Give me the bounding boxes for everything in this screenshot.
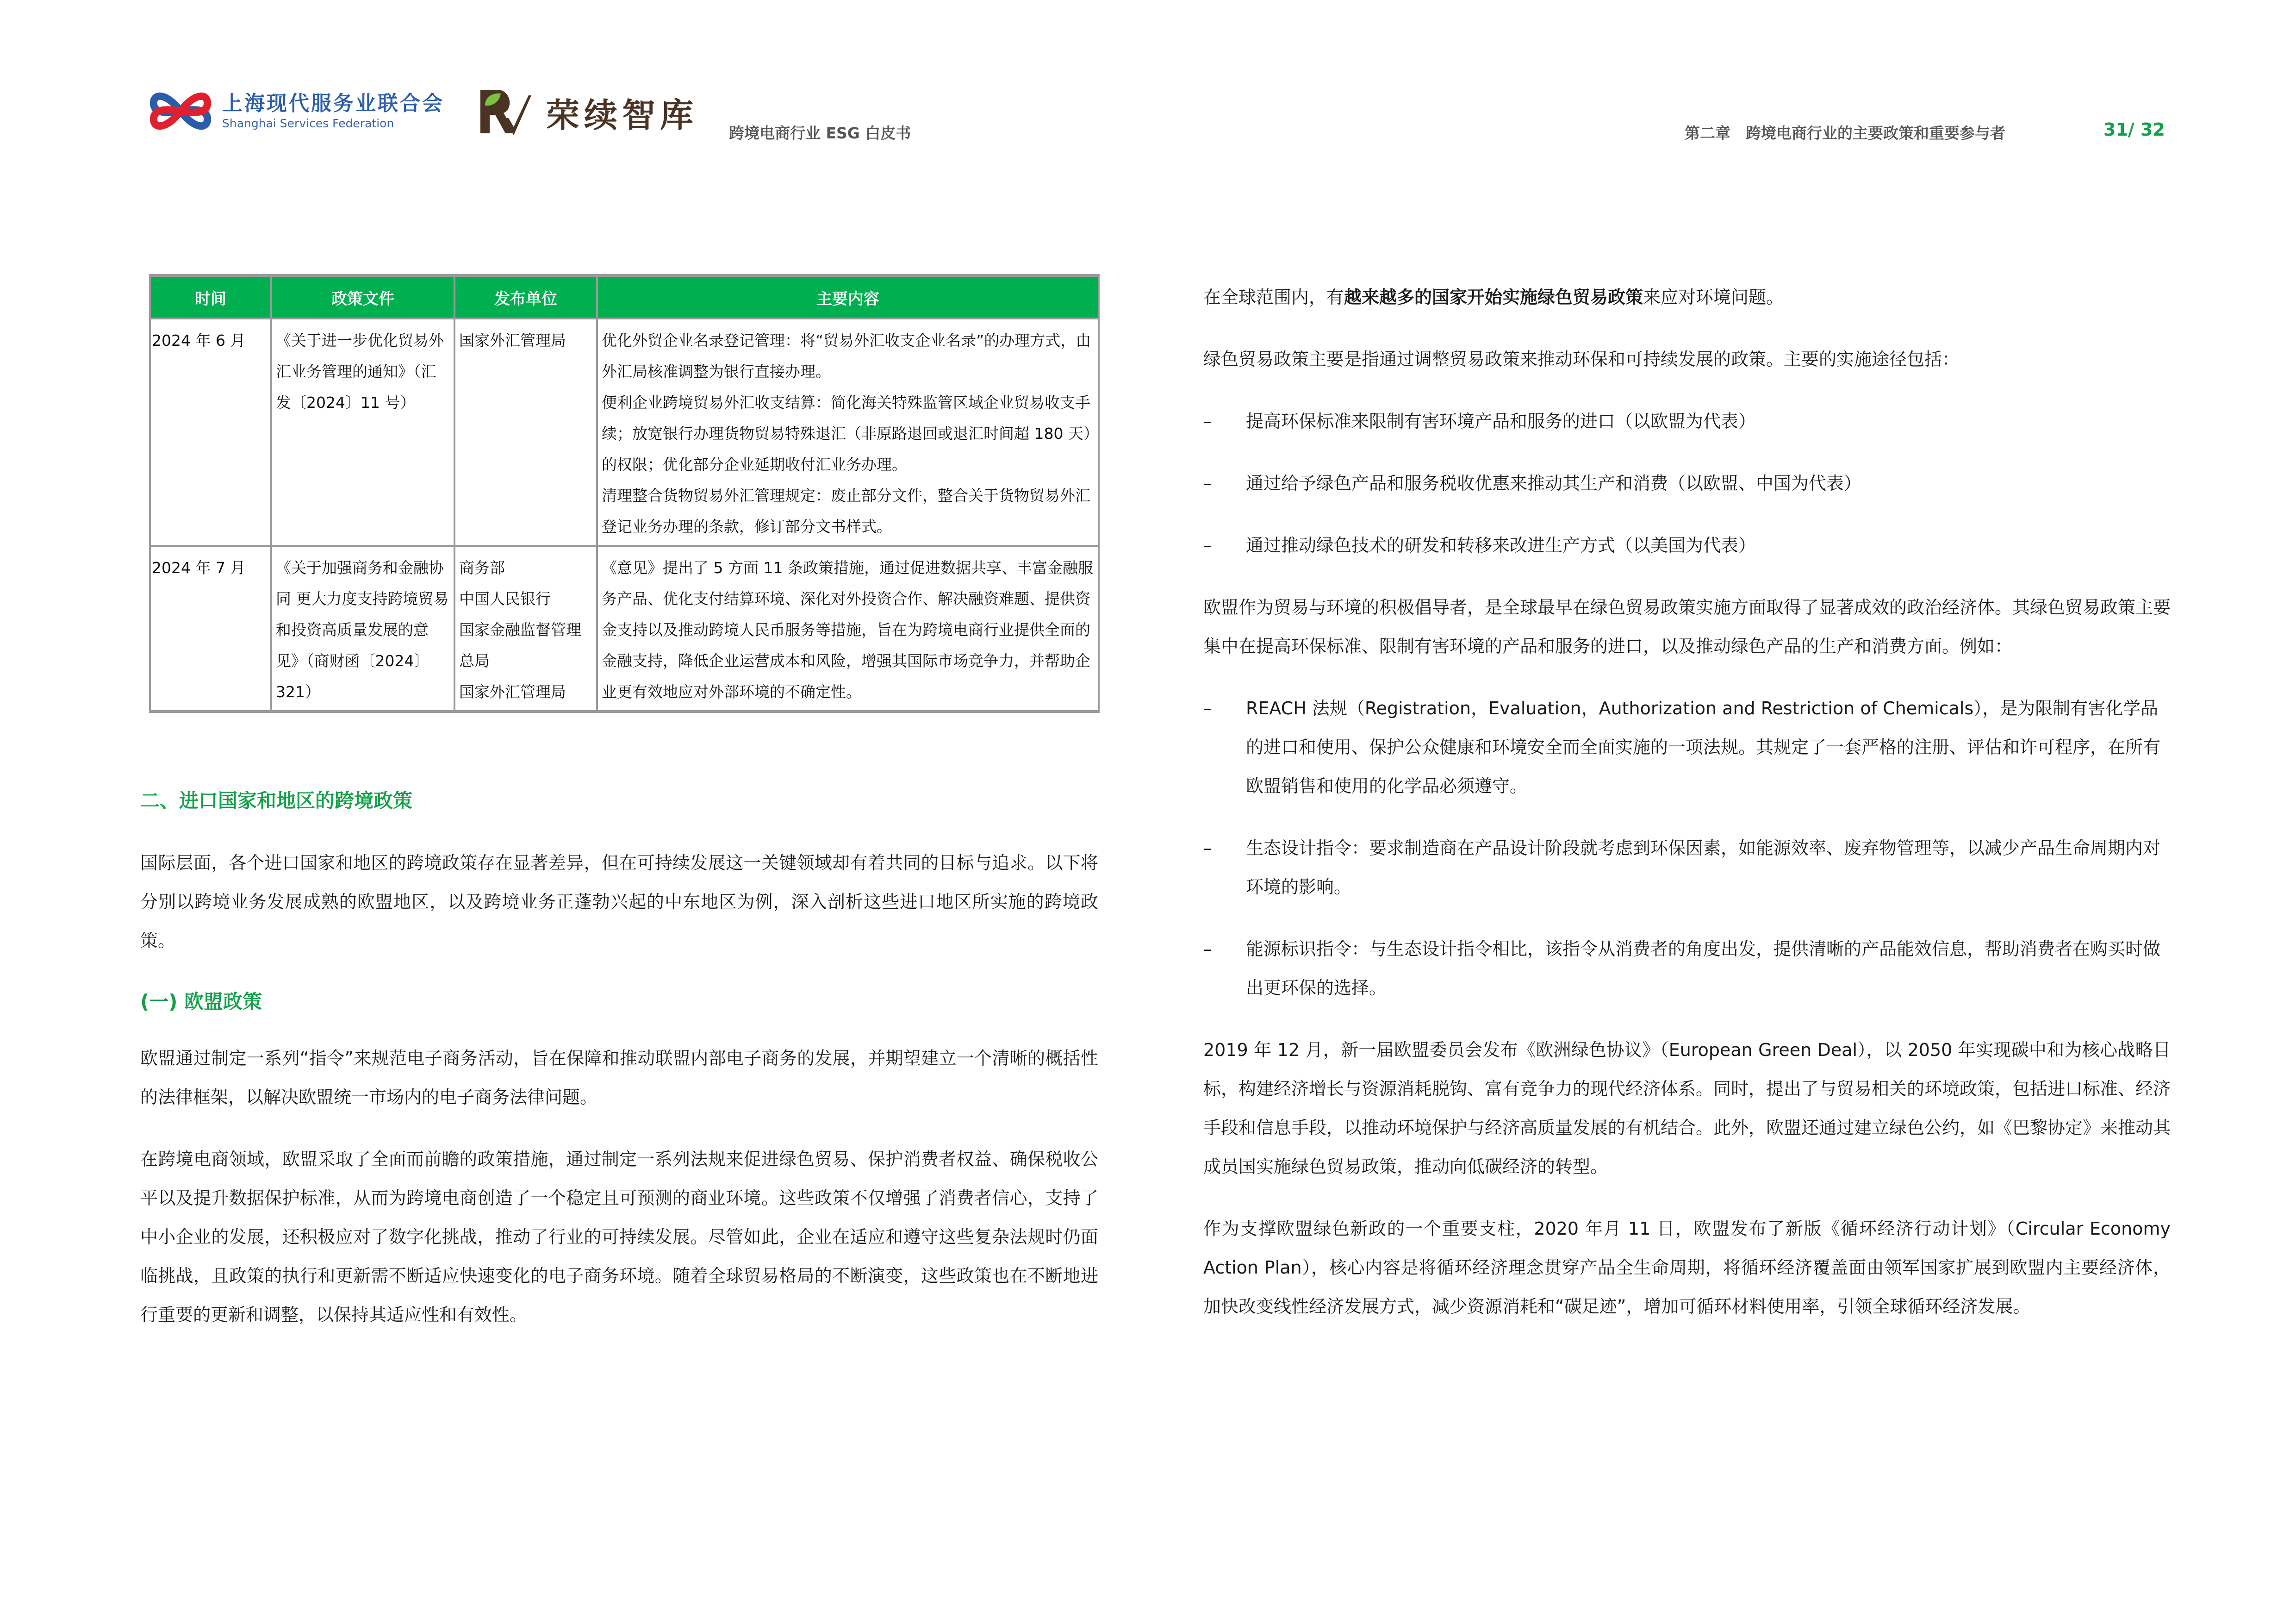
list-item-text: REACH 法规（Registration，Evaluation，Authorization and Restriction of Chemicals），是为限制有害化学品的进口和使用、保护公众健康和环境安全而全面实施的一项法规。其规定了一套严格的注册、评估和许可程序，在所有欧盟销售和使用的化学品必须遵守。 [1246,698,2161,796]
paragraph: 欧盟作为贸易与环境的积极倡导者，是全球最早在绿色贸易政策实施方面取得了显著成效的政治经济体。其绿色贸易政策主要集中在提高环保标准、限制有害环境的产品和服务的进口，以及推动绿色产品的生产和消费方面。例如： [1203,597,2171,656]
dash-bullet-icon: – [1203,411,1212,431]
cell-content [597,319,1099,546]
ssf-infinity-logo-icon [148,86,213,137]
page-number: 31/ 32 [2103,119,2165,140]
left-text-column [140,787,1098,1334]
table-row [150,546,1099,712]
dash-bullet-icon: – [1203,535,1212,556]
table-header-row [150,275,1099,319]
rx-leaf-logo-icon [477,87,532,138]
list-item-text: 通过推动绿色技术的研发和转移来改进生产方式（以美国为代表） [1246,535,1756,556]
section-heading: 二、进口国家和地区的跨境政策 [140,789,413,812]
dash-bullet-icon: – [1203,473,1212,493]
column-header-document: 政策文件 [271,275,454,319]
paragraph: 2019 年 12 月，新一届欧盟委员会发布《欧洲绿色协议》（European Green Deal），以 2050 年实现碳中和为核心战略目标，构建经济增长与资源消耗脱钩、富有竞争力的现代经济体系。同时，提出了与贸易相关的环境政策，包括进口标准、经济手段和信息手段，以推动环境保护与经济高质量发展的有机结合。此外，欧盟还通过建立绿色公约，如《巴黎协定》来推动其成员国实施绿色贸易政策，推动向低碳经济的转型。 [1203,1040,2171,1177]
dash-bullet-icon: – [1203,838,1212,858]
list-item [1203,829,2171,906]
cell-time: 2024 年 7 月 [150,546,271,712]
column-header-content: 主要内容 [597,275,1099,319]
paragraph: 欧盟通过制定一系列“指令”来规范电子商务活动，旨在保障和推动联盟内部电子商务的发展，并期望建立一个清晰的概括性的法律框架，以解决欧盟统一市场内的电子商务法律问题。 [140,1048,1098,1107]
intro-paragraph: 国际层面，各个进口国家和地区的跨境政策存在显著差异，但在可持续发展这一关键领域却有着共同的目标与追求。以下将分别以跨境业务发展成熟的欧盟地区，以及跨境业务正蓬勃兴起的中东地区为例，深入剖析这些进口地区所实施的跨境政策。 [140,853,1098,951]
cell-time: 2024 年 6 月 [150,319,271,546]
chapter-title: 第二章 跨境电商行业的主要政策和重要参与者 [1685,124,2005,142]
issuer-line: 中国人民银行 [459,590,551,608]
list-item [1203,402,2171,441]
content-item: 清理整合货物贸易外汇管理规定：废止部分文件，整合关于货物贸易外汇登记业务办理的条款，修订部分文书样式。 [602,487,1090,536]
text-span: 来应对环境问题。 [1643,287,1784,307]
column-header-issuer: 发布单位 [454,275,597,319]
policy-table [149,274,1100,713]
content-item: 便利企业跨境贸易外汇收支结算：简化海关特殊监管区域企业贸易收支手续；放宽银行办理货物贸易特殊退汇（非原路退回或退汇时间超 180 天）的权限；优化部分企业延期收付汇业务办理。 [602,394,1091,474]
content-item: 优化外贸企业名录登记管理：将“贸易外汇收支企业名录”的办理方式，由外汇局核准调整为银行直接办理。 [602,331,1091,381]
list-item-text: 提高环保标准来限制有害环境产品和服务的进口（以欧盟为代表） [1246,411,1756,431]
rongxu-think-tank-logo [477,87,698,138]
paragraph: 绿色贸易政策主要是指通过调整贸易政策来推动环保和可持续发展的政策。主要的实施途径包括： [1203,349,1960,369]
list-item-text: 通过给予绿色产品和服务税收优惠来推动其生产和消费（以欧盟、中国为代表） [1246,473,1862,493]
list-item [1203,526,2171,565]
dash-bullet-icon: – [1203,698,1212,718]
list-item-text: 生态设计指令：要求制造商在产品设计阶段就考虑到环保因素，如能源效率、废弃物管理等，以减少产品生命周期内对环境的影响。 [1246,838,2161,897]
ssf-name-cn: 上海现代服务业联合会 [222,92,444,115]
list-item [1203,464,2171,503]
issuer-line: 国家外汇管理局 [459,331,566,350]
cell-issuer [454,319,597,546]
emphasis-text: 越来越多的国家开始实施绿色贸易政策 [1344,287,1643,307]
shanghai-services-federation-logo [148,86,444,137]
cell-issuer [454,546,597,712]
table-row [150,319,1099,546]
cell-content [597,546,1099,712]
issuer-line: 商务部 [459,559,505,577]
ssf-name-en: Shanghai Services Federation [222,117,394,130]
paragraph-green-trade-intro [1203,278,2171,317]
cell-document: 《关于进一步优化贸易外汇业务管理的通知》（汇发〔2024〕11 号） [271,319,454,546]
document-title: 跨境电商行业 ESG 白皮书 [729,124,911,142]
list-item [1203,930,2171,1007]
list-item-text: 能源标识指令：与生态设计指令相比，该指令从消费者的角度出发，提供清晰的产品能效信息，帮助消费者在购买时做出更环保的选择。 [1246,939,2161,998]
dash-bullet-icon: – [1203,939,1212,959]
rx-name-cn: 荣续智库 [546,95,698,135]
subsection-heading: (一) 欧盟政策 [140,990,262,1013]
paragraph: 作为支撑欧盟绿色新政的一个重要支柱，2020 年月 11 日，欧盟发布了新版《循环经济行动计划》（Circular Economy Action Plan），核心内容是将循环经济理念贯穿产品全生命周期，将循环经济覆盖面由领军国家扩展到欧盟内主要经济体，加快改变线性经济发展方式，减少资源消耗和“碳足迹”，增加可循环材料使用率，引领全球循环经济发展。 [1203,1218,2171,1317]
content-item: 《意见》提出了 5 方面 11 条政策措施，通过促进数据共享、丰富金融服务产品、优化支付结算环境、深化对外投资合作、解决融资难题、提供资金支持以及推动跨境人民币服务等措施，旨在为跨境电商行业提供全面的金融支持，降低企业运营成本和风险，增强其国际市场竞争力，并帮助企业更有效地应对外部环境的不确定性。 [602,559,1093,701]
cell-document: 《关于加强商务和金融协同 更大力度支持跨境贸易和投资高质量发展的意见》（商财函〔2024〕321） [271,546,454,712]
page-header [0,0,2296,167]
paragraph: 在跨境电商领域，欧盟采取了全面而前瞻的政策措施，通过制定一系列法规来促进绿色贸易、保护消费者权益、确保税收公平以及提升数据保护标准，从而为跨境电商创造了一个稳定且可预测的商业环境。这些政策不仅增强了消费者信心，支持了中小企业的发展，还积极应对了数字化挑战，推动了行业的可持续发展。尽管如此，企业在适应和遵守这些复杂法规时仍面临挑战，且政策的执行和更新需不断适应快速变化的电子商务环境。随着全球贸易格局的不断演变，这些政策也在不断地进行重要的更新和调整，以保持其适应性和有效性。 [140,1149,1098,1325]
issuer-line: 国家外汇管理局 [459,683,566,701]
right-text-column [1203,278,2171,1326]
text-span: 在全球范围内，有 [1203,287,1344,307]
issuer-line: 国家金融监督管理总局 [459,621,581,670]
list-item [1203,689,2171,806]
column-header-time: 时间 [150,275,271,319]
